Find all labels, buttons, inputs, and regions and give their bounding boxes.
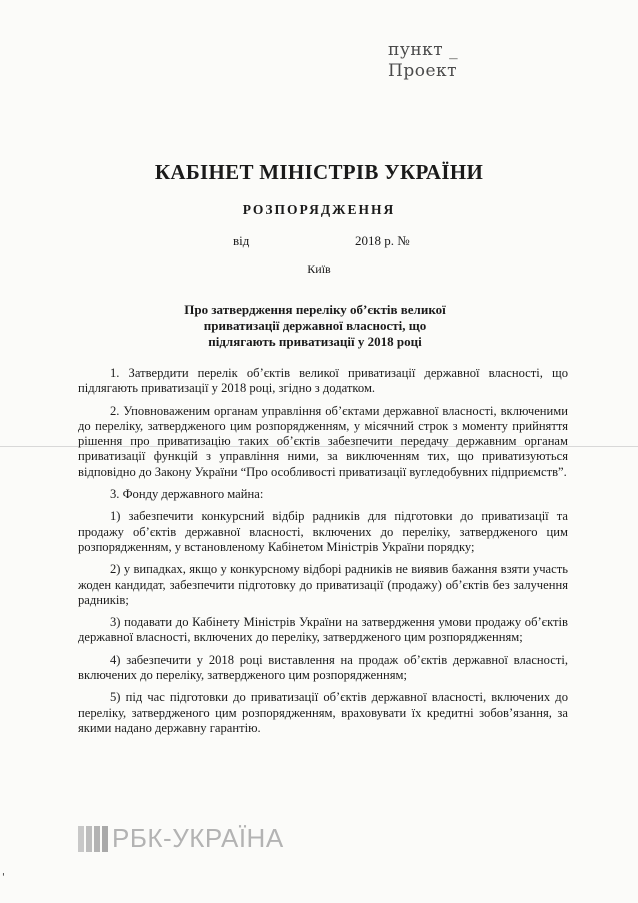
rbc-logo-icon [78, 826, 108, 852]
paragraph-subitem-4: 4) забезпечити у 2018 році виставлення на продаж об’єктів державної власності, включених до переліку, затвердженого цим розпорядженням; [78, 652, 568, 683]
scan-corner-mark: ' [2, 872, 5, 883]
title-line: підлягають приватизації у 2018 році [208, 334, 422, 349]
paragraph-subitem-3: 3) подавати до Кабінету Міністрів України на затвердження умови продажу об’єктів державної власності, включених до переліку, затвердженого цим розпорядженням; [78, 615, 568, 645]
paragraph-state-property-fund: 3. Фонду державного майна: [110, 487, 264, 502]
issuing-authority: КАБІНЕТ МІНІСТРІВ УКРАЇНИ [154, 160, 484, 184]
document-type: РОЗПОРЯДЖЕННЯ [242, 202, 396, 217]
document-title [150, 302, 480, 350]
watermark-text: РБК-УКРАЇНА [112, 823, 284, 853]
stamp-item-line: пункт _ [388, 40, 459, 60]
date-prefix: від [233, 233, 250, 248]
paragraph-subitem-2: 2) у випадках, якщо у конкурсному відборі радників не виявив бажання взяти участь жоден кандидат, забезпечити підготовку до приватизації (продажу) об’єктів без залучення радників; [78, 562, 568, 607]
paragraph-subitem-1: 1) забезпечити конкурсний відбір радників для підготовки до приватизації та продажу об’єктів державної власності, включених до переліку, затвердженого цим розпорядженням, у встановленому Кабінетом Міністрів України порядку; [78, 509, 568, 554]
city: Київ [307, 262, 331, 276]
rbc-ukraine-watermark [78, 823, 284, 854]
title-line: приватизації державної власності, що [203, 318, 427, 333]
paragraph-subitem-5: 5) під час підготовки до приватизації об’єктів державної власності, включених до переліку, затвердженого цим розпорядженням, враховувати їх кредитні зобов’язання, за якими надано державну гарантію. [78, 690, 568, 735]
stamp-draft-line: Проект [388, 61, 458, 81]
title-line: Про затвердження переліку об’єктів великої [184, 302, 446, 317]
document-body [78, 366, 568, 743]
paragraph-approve-list: 1. Затвердити перелік об’єктів великої приватизації державної власності, що підлягають приватизації у 2018 році, згідно з додатком. [78, 366, 568, 396]
paragraph-authorized-bodies: 2. Уповноваженим органам управління об’єктами державної власності, включеними до переліку, затвердженого цим розпорядженням, у місячний строк з моменту прийняття рішення про приватизацію таких об’єктів забезпечити передачу державним органам приватизації функцій з управління ними, за виключенням тих, що приватизуються відповідно до Закону України “Про особливості приватизації вугледобувних підприємств”. [78, 403, 568, 479]
date-year-number: 2018 р. № [355, 233, 410, 248]
draft-stamp [388, 40, 458, 82]
